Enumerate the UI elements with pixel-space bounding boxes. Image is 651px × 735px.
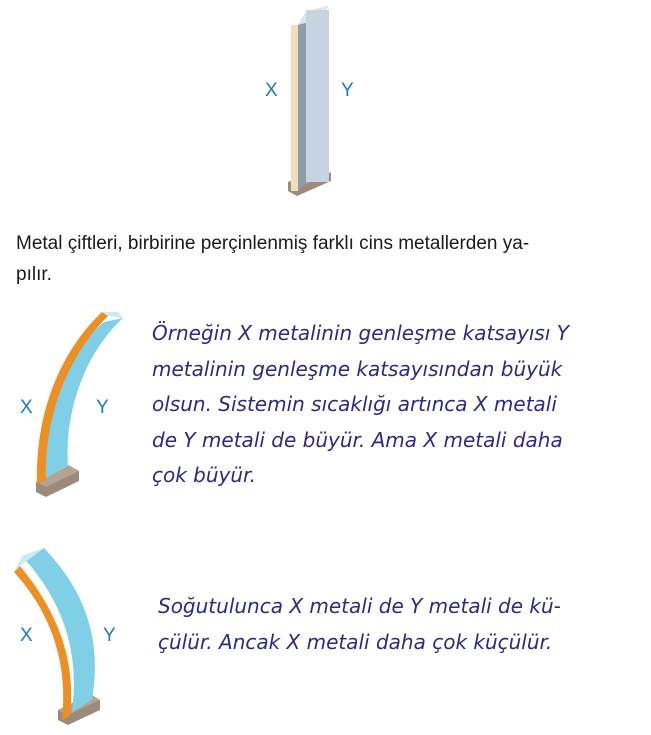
label-y-figure2: Y bbox=[96, 397, 109, 418]
metal-y-side bbox=[298, 12, 306, 191]
heating-note-line-1: Örneğin X metalinin genleşme katsayısı Y bbox=[152, 321, 569, 345]
heating-note-line-4: de Y metali de büyür. Ama X metali daha bbox=[152, 427, 563, 452]
label-x-figure2: X bbox=[20, 397, 33, 418]
heating-note-line-3: olsun. Sistemin sıcaklığı artınca X metali bbox=[152, 392, 557, 416]
heating-note bbox=[152, 316, 632, 494]
intro-paragraph bbox=[16, 228, 636, 290]
metal-y-strip bbox=[306, 10, 329, 182]
heating-note-line-5: çok büyür. bbox=[152, 463, 256, 487]
heating-note-line-2: metalinin genleşme katsayısından büyük bbox=[152, 356, 563, 381]
label-x-figure1: X bbox=[265, 80, 278, 101]
label-x-figure3: X bbox=[20, 625, 33, 646]
intro-line-1: Metal çiftleri, birbirine perçinlenmiş farklı cins metallerden ya- bbox=[16, 233, 530, 254]
cooling-note bbox=[158, 589, 634, 660]
intro-line-2: pılır. bbox=[16, 264, 52, 285]
label-y-figure1: Y bbox=[341, 80, 354, 101]
heated-bimetal-strip bbox=[36, 312, 123, 497]
label-y-figure3: Y bbox=[103, 625, 116, 646]
cooling-note-line-2: çülür. Ancak X metali daha çok küçülür. bbox=[158, 629, 553, 654]
cooling-note-line-1: Soğutulunca X metali de Y metali de kü- bbox=[158, 594, 561, 618]
straight-bimetal-strip bbox=[288, 5, 331, 196]
metal-x-strip bbox=[291, 25, 298, 191]
